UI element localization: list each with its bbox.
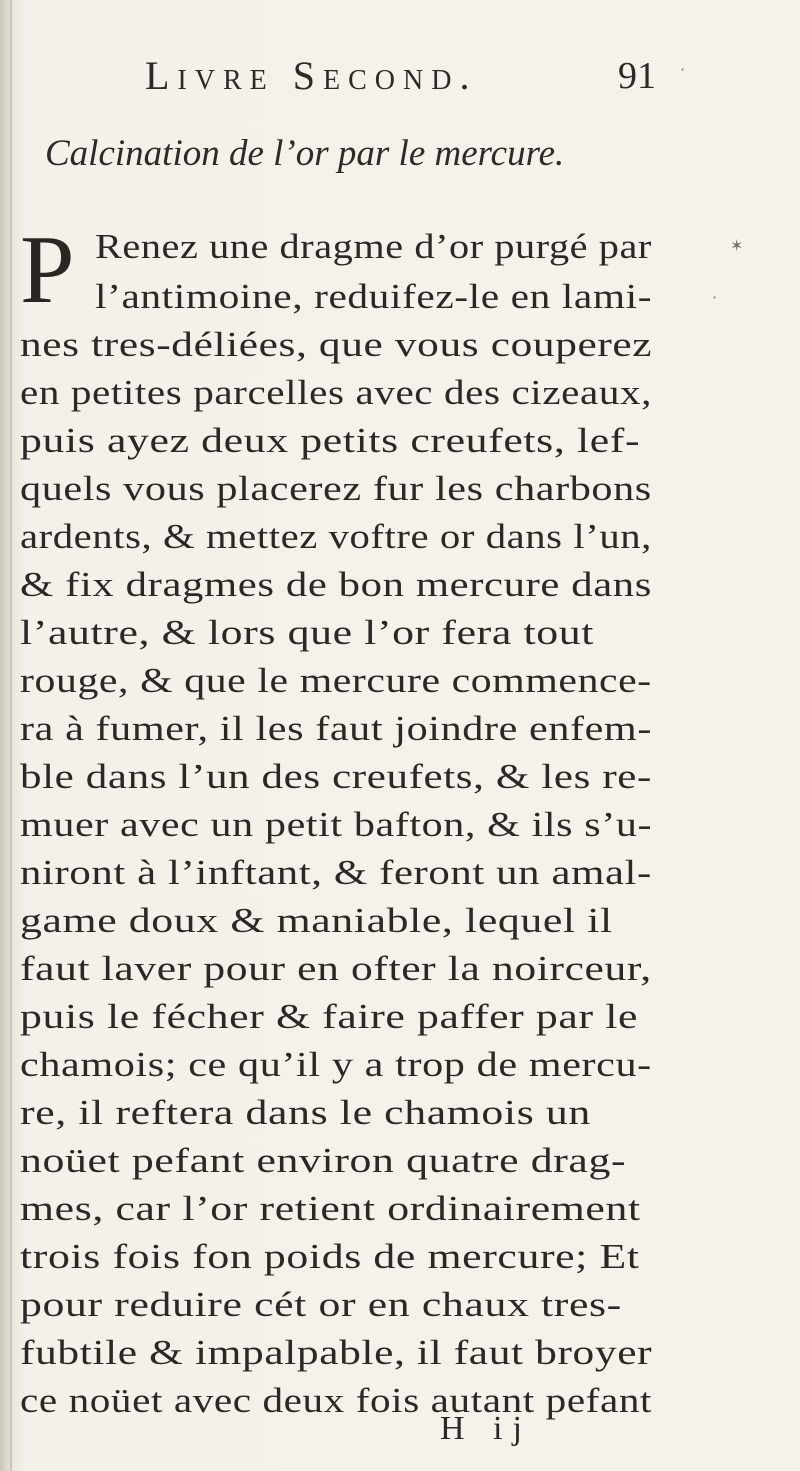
text-line: pour reduire cét or en chaux tres- (20, 1285, 622, 1324)
text-line: Renez une dragme d’or purgé par (95, 227, 652, 266)
text-line: muer avec un petit bafton, & ils s’u- (20, 805, 653, 844)
drop-cap: P (20, 216, 75, 324)
text-line: ra à fumer, il les faut joindre enfem- (20, 709, 652, 748)
text-line: nes tres-déliées, que vous couperez (20, 325, 653, 364)
ink-speck-decoration: · (680, 60, 686, 79)
text-line: ce noüet avec deux fois autant pefant (20, 1381, 653, 1420)
text-line: l’autre, & lors que l’or fera tout (20, 613, 595, 652)
ink-speck-decoration: ✶ (730, 236, 744, 255)
text-line: en petites parcelles avec des cizeaux, (20, 373, 653, 412)
section-heading: Calcination de l’or par le mercure. (45, 133, 565, 174)
ink-speck-decoration: · (712, 288, 718, 307)
text-line: fubtile & impalpable, il faut broyer (20, 1333, 653, 1372)
text-line: puis le fécher & faire paffer par le (20, 997, 639, 1036)
text-line: rouge, & que le mercure commence- (20, 661, 652, 700)
text-line: mes, car l’or retient ordinairement (20, 1189, 641, 1228)
text-line: puis ayez deux petits creufets, lef- (20, 421, 641, 460)
text-line: ble dans l’un des creufets, & les re- (20, 757, 652, 796)
text-line: re, il reftera dans le chamois un (20, 1093, 591, 1132)
text-line: & fix dragmes de bon mercure dans (20, 565, 652, 604)
text-line: quels vous placerez fur les charbons (20, 469, 652, 508)
text-line: faut laver pour en ofter la noirceur, (20, 949, 652, 988)
text-line: game doux & maniable, lequel il (20, 901, 613, 940)
text-line: ardents, & mettez voftre or dans l’un, (20, 517, 652, 556)
text-line: trois fois fon poids de mercure; Et (20, 1237, 640, 1276)
running-title: Livre Second. (145, 53, 478, 98)
page-number: 91 (618, 55, 656, 97)
text-line: noüet pefant environ quatre drag- (20, 1141, 627, 1180)
gutter-shadow (10, 0, 12, 1471)
text-line: niront à l’inftant, & feront un amal- (20, 853, 652, 892)
signature-mark: H ij (440, 1410, 532, 1447)
text-line: l’antimoine, reduifez-le en lami- (95, 277, 653, 316)
text-line: chamois; ce qu’il y a trop de mercu- (20, 1045, 652, 1084)
